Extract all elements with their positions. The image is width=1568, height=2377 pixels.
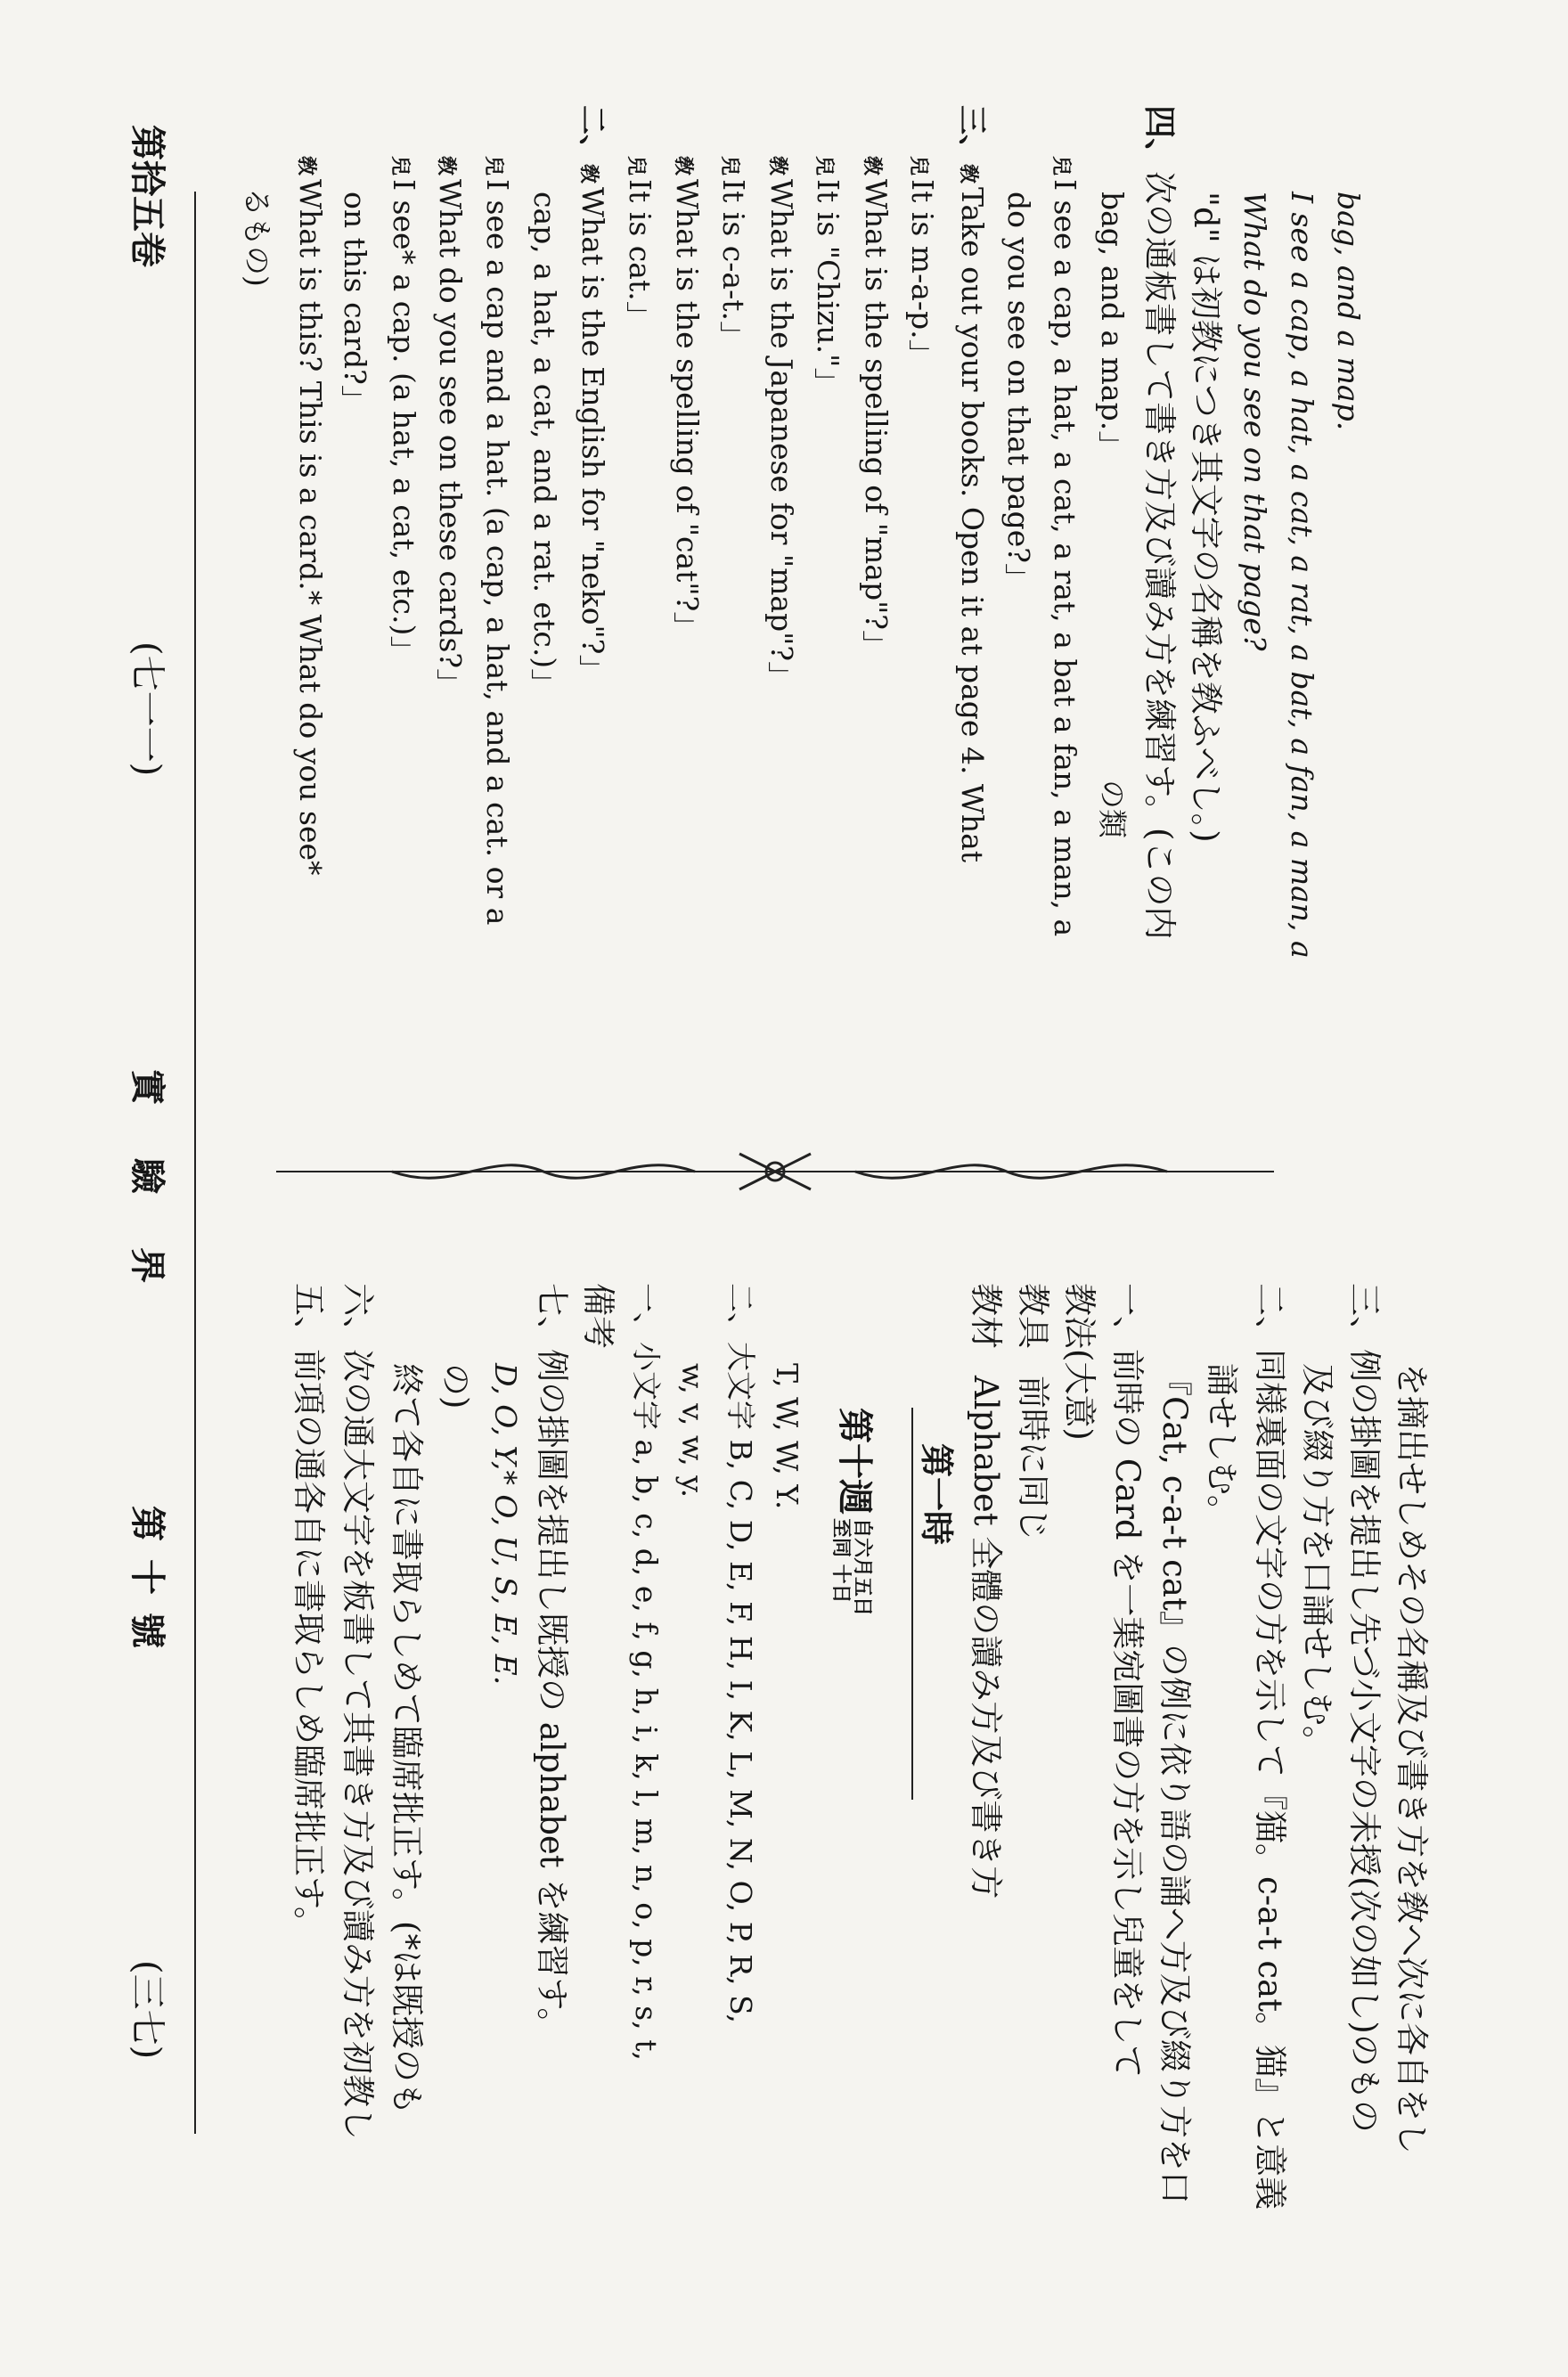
dialogue-line: 兒It is "Chizu."」 [811,156,845,397]
bikou-line: 一、小文字 a, b, c, d, e, f, g, h, i, k, l, m, n, o, p, r, s, t, [629,1283,664,2061]
dialogue-line: 敎What do you see on these cards?」 [433,156,468,698]
dialogue-line: 敎What is the spelling of "cat"?」 [670,156,705,641]
section-4-line: "d" は初教につき其文字の名稱を敎ふべし。) [1187,192,1225,843]
dialogue-line: 二、敎What is the English for "neko"?」 [576,105,610,684]
dialogue-line: 兒I see a cap and a hat. (a cap, a hat, and a cat. or a [480,156,515,926]
dialogue-line: 兒I see* a cap. (a hat, a cat, etc.)」 [387,156,421,666]
dialogue-line: 敎What is the spelling of "map"?」 [859,156,894,659]
dialogue-line: 兒It is m-a-p.」 [905,156,940,369]
kyogu-line: 教具前時に同じ [1014,1283,1052,1540]
method-line: 『Cat, c-a-t cat』の例に依り語の誦へ方及び綴り方を口 [1156,1363,1194,2204]
dialogue-line: 敎What is this? This is a card.* What do you see* [293,156,328,876]
kyoho-line: 教法(大意) [1060,1283,1098,1441]
bikou-line: T, W, W, Y. [770,1363,804,1510]
method-line: 及び綴り方を口誦せしむ。 [1298,1363,1336,1759]
dialogue-line: bag, and a map.」 の類 [1095,192,1130,838]
header-page-num: (三七) [127,1960,167,2060]
header-issue: 第十號 [127,1506,168,1666]
section-6-italic: D, O, Y,* O, U, S, E, E. [488,1363,523,1686]
italic-line: What do you see on that page? [1237,192,1272,651]
section-6-line: 終て各自に書取らしめて臨席批正す。(*は既授のも [388,1363,426,2115]
header-page-kanji: (七一一) [127,641,167,777]
method-line: 誦せしむ。 [1203,1363,1241,1528]
method-line: を摘出せしめその名稱及び書き方を敎へ次に各自をし [1392,1363,1431,2154]
section-7-line: 七、例の掛圖を提出し既授の alphabet を練習す。 [533,1283,571,2041]
header-rule [194,192,196,2134]
dialogue-line: do you see on that page?」 [1001,192,1036,592]
dialogue-line: cap, a hat, a cat, and a rat. etc.)」 [527,192,562,698]
intro-line: るもの) [240,187,274,287]
section-6-line: 六、次の通大文字を板書して其書き方及び讀み方を初教し [339,1283,377,2140]
section-6-line: の) [437,1363,475,1409]
ornament-divider [276,1131,1274,1212]
week-heading: 第十週自六月五日 至同 十日 [829,1408,876,1617]
hour-heading: 第一時 [917,1443,957,1546]
italic-line: I see a cap, a hat, a cat, a rat, a bat, a fan, a man, a [1285,192,1319,959]
section-4-line: 四、次の通板書して書き方及び讀み方を練習す。(この内 [1140,105,1180,940]
italic-line: bag, and a map. [1331,192,1366,431]
header-journal: 實驗界 [127,1069,168,1336]
dialogue-line: 三、敎Take out your books. Open it at page 4. What [955,105,990,863]
dialogue-line: 兒It is c-a-t.」 [716,156,751,350]
heading-rule [911,1408,913,1800]
kyozai-line: 教材Alphabet 全體の讀み方及び書き方 [967,1283,1005,1899]
bikou-line: w, v, w, y. [675,1363,710,1499]
method-line: 一、前時の Card を一葉宛圖書の方を示し兒童をして [1108,1283,1147,2079]
dialogue-line: on this card?」 [338,192,372,414]
method-line: 三、例の掛圖を提出し先づ小文字の未授(次の如し)のもの [1345,1283,1384,2133]
dialogue-line: 兒It is cat.」 [623,156,657,331]
dialogue-line: 兒I see a cap, a hat, a cat, a rat, a bat a fan, a man, a [1048,156,1082,937]
bikou-line: 二、大文字 B, C, D, E, F, H, I, K, L, M, N, O, P, R, S, [723,1283,758,2023]
bikou-label: 備考 [579,1283,617,1349]
header-volume: 第拾五卷 [127,125,168,267]
method-line: 二、同様裏面の文字の方を示して『猫。c-a-t cat。猫』と意義 [1251,1283,1289,2210]
dialogue-line: 敎What is the Japanese for "map"?」 [764,156,799,691]
section-5-line: 五、前項の通各自に書取らしめ臨席批正す。 [290,1283,328,1940]
